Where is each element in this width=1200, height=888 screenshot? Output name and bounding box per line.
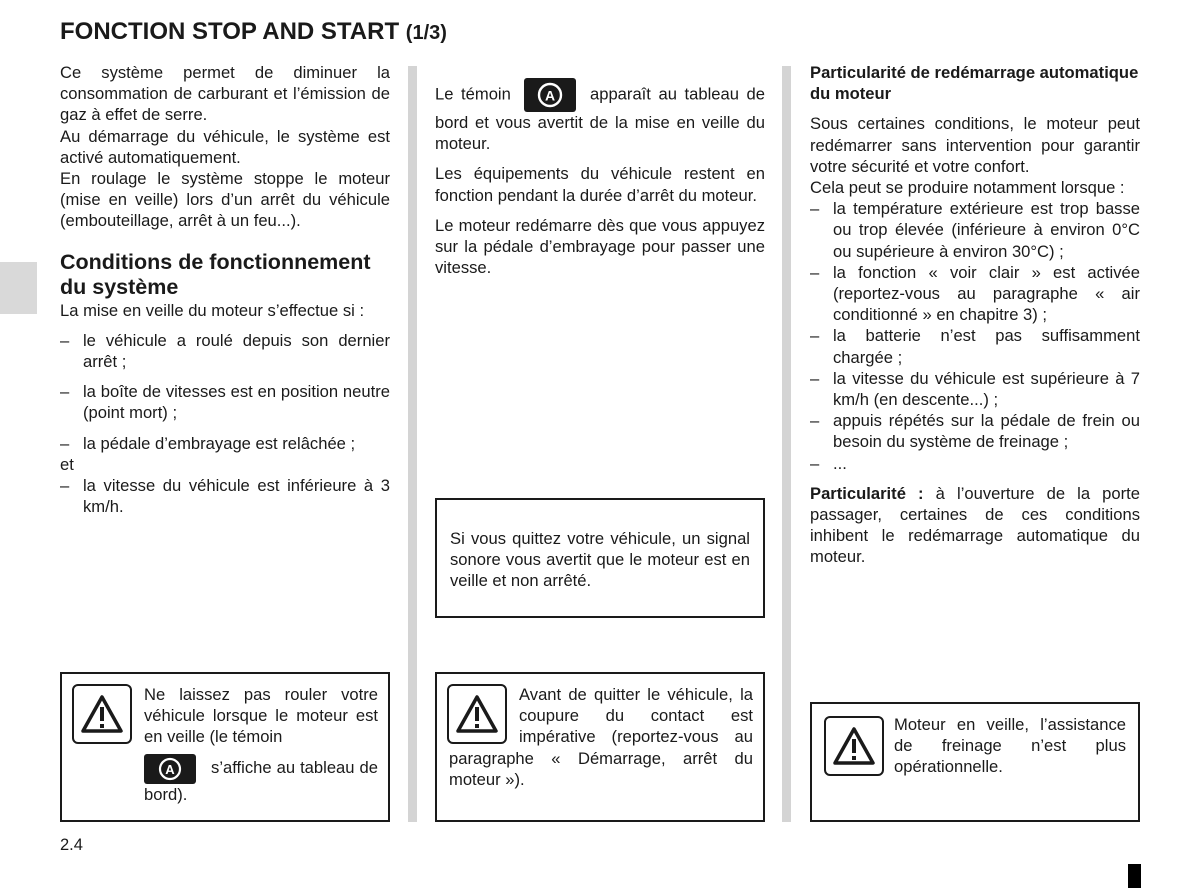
conditions-list — [60, 330, 390, 454]
list-item: – la boîte de vitesses est en position neutre (point mort) ; — [60, 381, 390, 423]
special-label: Particularité : — [810, 483, 924, 503]
page-number: 2.4 — [60, 836, 83, 854]
paragraph: Les équipements du véhicule restent en fonction pendant la durée d’arrêt du moteur. — [435, 164, 765, 205]
warning-text-content: Avant de quitter le véhicule, la coupure du contact est impérative (reportez-vous au paragraphe « Démarrage, arrêt du moteur »). — [449, 685, 753, 789]
list-item: – la fonction « voir clair » est activée (reportez-vous au paragraphe « air conditionné » en chapitre 3) ; — [810, 262, 1140, 326]
warning-box — [435, 672, 765, 822]
list-item: – la pédale d’embrayage est relâchée ; — [60, 433, 390, 454]
column-3 — [810, 62, 1140, 568]
note-text: Si vous quittez votre véhicule, un signal sonore vous avertit que le moteur est en veille et non arrêté. — [450, 529, 750, 591]
column-divider-1 — [408, 66, 417, 822]
conditions-lead: La mise en veille du moteur s’effectue si : — [60, 300, 365, 320]
special-text: à l’ouverture de la porte passager, certaines de ces conditions inhibent le redémarrage automatique du moteur. — [810, 483, 1140, 567]
conditions-list — [810, 198, 1140, 474]
paragraph: Sous certaines conditions, le moteur peut redémarrer sans intervention pour garantir votre sécurité et votre confort. — [810, 114, 1140, 176]
column-1 — [60, 62, 390, 517]
intro-paragraph: En roulage le système stoppe le moteur (mise en veille) lors d’un arrêt du véhicule (embouteillage, arrêt à un feu...). — [60, 169, 390, 231]
svg-text:A: A — [545, 87, 556, 104]
warning-triangle-icon — [824, 716, 884, 776]
page-edge-marker — [1128, 864, 1141, 888]
warning-text-before: Ne laissez pas rouler votre véhicule lorsque le moteur est en veille (le témoin — [144, 685, 378, 747]
warning-text — [74, 684, 378, 805]
indicator-intro: Le témoin — [435, 84, 511, 104]
list-item: – appuis répétés sur la pédale de frein ou besoin du système de freinage ; — [810, 410, 1140, 452]
connector-text: et — [60, 454, 74, 474]
warning-box — [810, 702, 1140, 822]
note-box — [435, 498, 765, 618]
list-item: – la vitesse du véhicule est inférieure à 3 km/h. — [60, 475, 390, 517]
warning-text-after: s’affiche au tableau de bord). — [144, 758, 378, 804]
stop-start-indicator-icon — [144, 754, 196, 784]
list-item: – le véhicule a roulé depuis son dernier arrêt ; — [60, 330, 390, 372]
list-item: – ... — [810, 453, 1140, 474]
title-main: FONCTION STOP AND START — [60, 18, 400, 45]
svg-text:A: A — [165, 761, 175, 777]
chapter-tab — [0, 262, 37, 314]
title-part: (1/3) — [405, 22, 447, 44]
warning-text: Moteur en veille, l’assistance de freinage n’est plus opérationnelle. — [894, 715, 1126, 777]
intro-paragraph: Au démarrage du véhicule, le système est activé automatiquement. — [60, 126, 390, 167]
list-item: – la batterie n’est pas suffisamment chargée ; — [810, 325, 1140, 367]
list-item: – la température extérieure est trop basse ou trop élevée (inférieure à environ 0°C ou supérieure à environ 30°C) ; — [810, 198, 1140, 262]
list-item: – la vitesse du véhicule est supérieure à 7 km/h (en descente...) ; — [810, 368, 1140, 410]
column-2 — [435, 78, 765, 278]
column-divider-2 — [782, 66, 791, 822]
paragraph: Le moteur redémarre dès que vous appuyez sur la pédale d’embrayage pour passer une vitesse. — [435, 215, 765, 278]
paragraph: Cela peut se produire notamment lorsque : — [810, 178, 1125, 198]
warning-text — [449, 684, 753, 790]
page-title — [60, 18, 447, 46]
warning-box — [60, 672, 390, 822]
final-condition-list — [60, 475, 390, 517]
section-heading: Conditions de fonctionnement du système — [60, 249, 371, 299]
stop-start-indicator-icon — [524, 78, 576, 112]
indicator-text: apparaît au tableau de bord et vous avertit de la mise en veille du moteur. — [435, 84, 765, 154]
section-heading: Particularité de redémarrage automatique du moteur — [810, 63, 1139, 104]
intro-paragraph: Ce système permet de diminuer la consommation de carburant et l’émission de gaz à effet de serre. — [60, 63, 390, 125]
